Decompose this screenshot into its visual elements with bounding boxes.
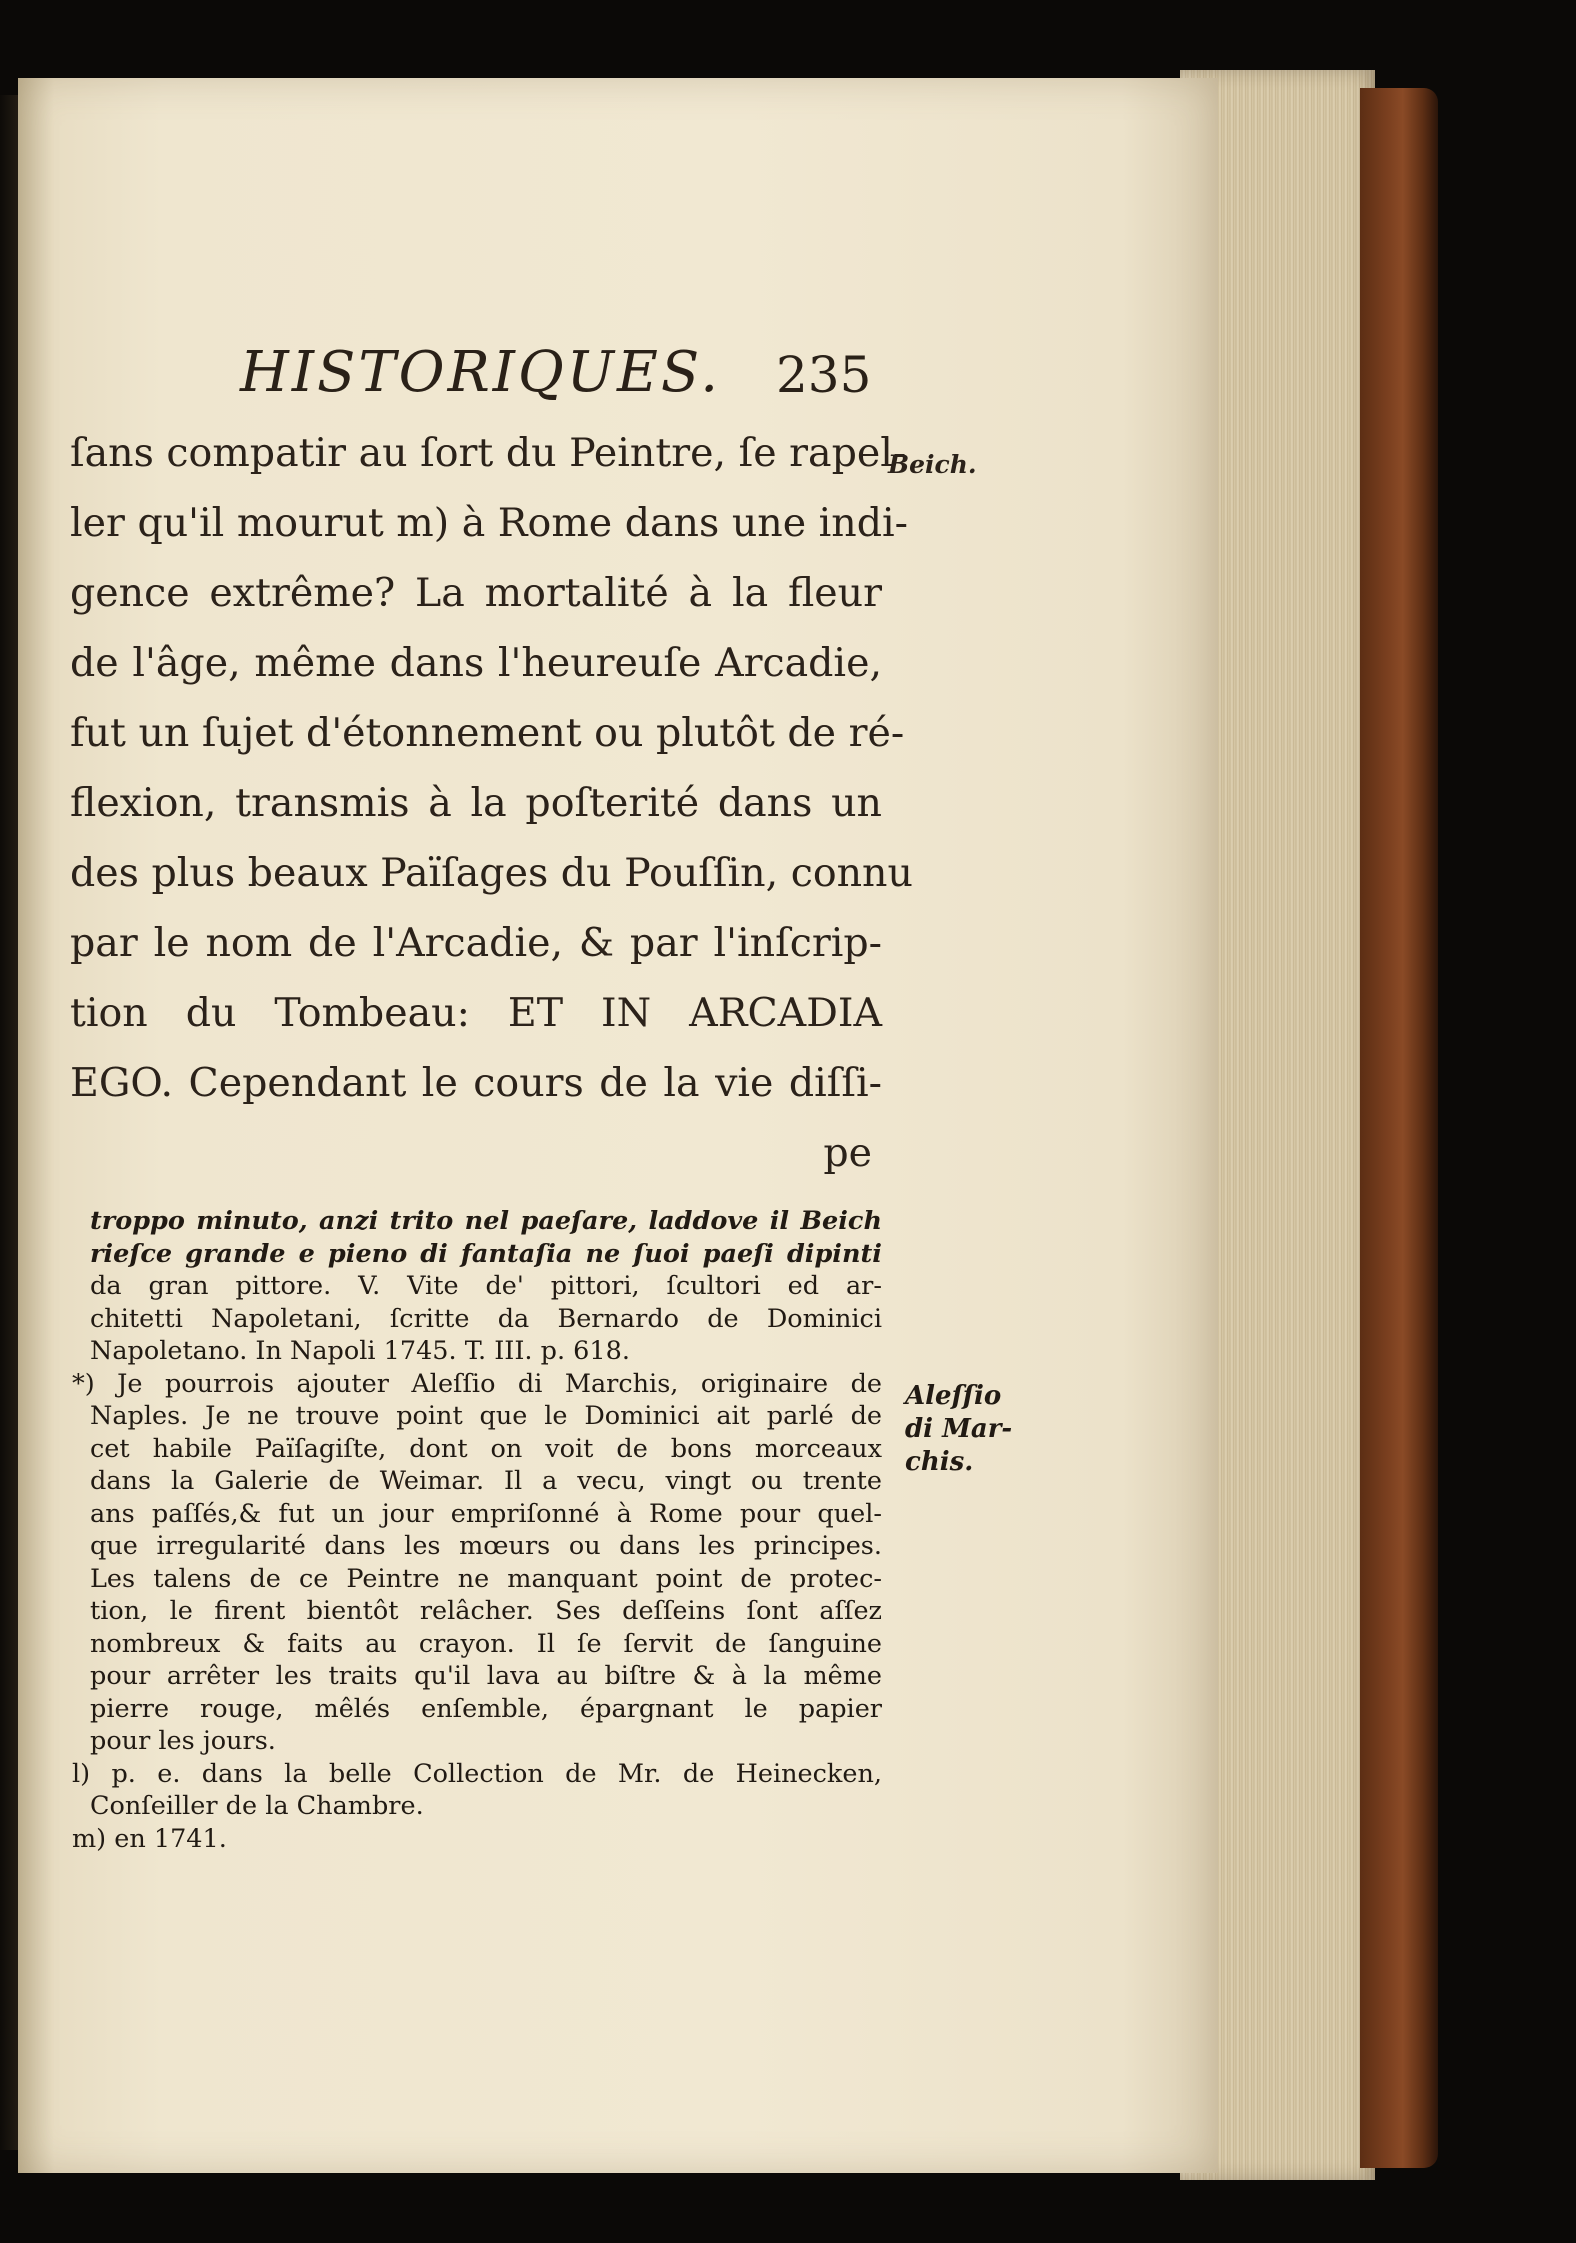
body-line: des plus beaux Païſages du Pouſſin, connu bbox=[70, 850, 913, 896]
footnote-line: troppo minuto, anzi trito nel paeſare, laddove il Beich bbox=[90, 1206, 882, 1236]
body-line: ſans compatir au ſort du Peintre, ſe rapel- bbox=[70, 430, 907, 476]
footnote-line: cet habile Païſagiſte, dont on voit de bons morceaux bbox=[90, 1433, 882, 1464]
body-line: gence extrême? La mortalité à la fleur bbox=[70, 570, 882, 616]
footnote-line: m) en 1741. bbox=[72, 1823, 227, 1854]
footnote-line: pierre rouge, mêlés enſemble, épargnant le papier bbox=[90, 1693, 882, 1724]
footnote-line: rieſce grande e pieno di fantaſia ne ſuoi paeſi dipinti bbox=[90, 1238, 882, 1269]
body-line: de l'âge, même dans l'heureuſe Arcadie, bbox=[70, 640, 882, 686]
side-note-line: Aleſſio bbox=[905, 1381, 1002, 1411]
body-line: fut un ſujet d'étonnement ou plutôt de ré- bbox=[70, 710, 905, 756]
side-note-line: chis. bbox=[905, 1447, 974, 1477]
body-line: tion du Tombeau: ET IN ARCADIA bbox=[70, 990, 882, 1036]
body-line: EGO. Cependant le cours de la vie diſſi- bbox=[70, 1060, 882, 1106]
footnote-line: pour arrêter les traits qu'il lava au biſtre & à la même bbox=[90, 1661, 882, 1691]
footnote-line: da gran pittore. V. Vite de' pittori, ſcultori ed ar- bbox=[90, 1271, 882, 1301]
side-note-alessio bbox=[905, 1380, 1015, 1479]
footnote-line: *) Je pourrois ajouter Aleſſio di Marchis, originaire de bbox=[72, 1368, 882, 1399]
footnote-line: Napoletano. In Napoli 1745. T. III. p. 618. bbox=[90, 1336, 630, 1366]
catchword: pe bbox=[823, 1130, 872, 1176]
footnote-line: ans paſſés,& fut un jour empriſonné à Rome pour quel- bbox=[90, 1498, 882, 1529]
footnote-line: Naples. Je ne trouve point que le Dominici ait parlé de bbox=[90, 1401, 882, 1431]
body-line: ler qu'il mourut m) à Rome dans une indi- bbox=[70, 500, 908, 546]
footnote-line: que irregularité dans les mœurs ou dans les principes. bbox=[90, 1531, 882, 1561]
body-line: par le nom de l'Arcadie, & par l'inſcrip- bbox=[70, 920, 882, 966]
body-line: flexion, transmis à la poſterité dans un bbox=[70, 780, 882, 826]
footnote-line: tion, le firent bientôt relâcher. Ses deſſeins ſont aſſez bbox=[90, 1596, 882, 1626]
leather-cover bbox=[1360, 88, 1438, 2168]
side-note-line: di Mar- bbox=[905, 1414, 1013, 1444]
footnote-line: dans la Galerie de Weimar. Il a vecu, vingt ou trente bbox=[90, 1466, 882, 1496]
margin-note-beich: Beich. bbox=[888, 450, 977, 479]
footnotes bbox=[72, 1205, 882, 1855]
footnote-line: l) p. e. dans la belle Collection de Mr. de Heinecken, bbox=[72, 1758, 882, 1789]
running-title: HISTORIQUES. bbox=[240, 340, 722, 405]
footnote-line: nombreux & faits au crayon. Il ſe ſervit de ſanguine bbox=[90, 1628, 882, 1659]
footnote-line: pour les jours. bbox=[90, 1726, 276, 1756]
page-number: 235 bbox=[776, 346, 872, 404]
footnote-line: Conſeiller de la Chambre. bbox=[90, 1791, 424, 1821]
footnote-line: Les talens de ce Peintre ne manquant point de protec- bbox=[90, 1563, 882, 1594]
body-text bbox=[70, 418, 913, 1188]
page-header bbox=[240, 340, 890, 410]
footnote-line: chitetti Napoletani, ſcritte da Bernardo de Dominici bbox=[90, 1303, 882, 1334]
